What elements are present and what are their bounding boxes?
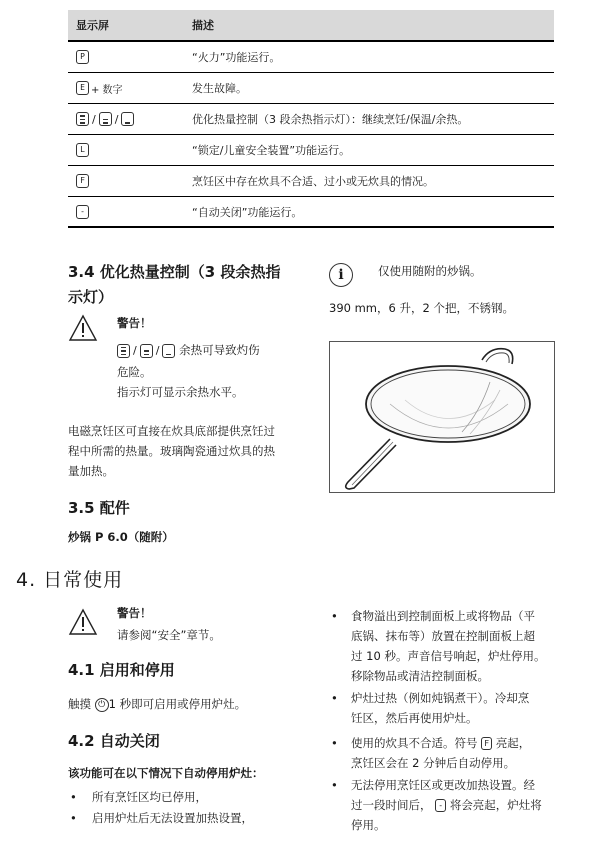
table-header: [68, 10, 554, 42]
table-row: [68, 73, 554, 104]
section-4-warning-text: 请参阅“安全”章节。: [117, 628, 221, 642]
info-text: 仅使用随附的炒锅。: [378, 264, 482, 278]
r-bullet-2-line-1: 炉灶过热（例如炖锅煮干）。冷却烹: [351, 691, 530, 705]
r-bullet-3-line-1: [351, 733, 530, 753]
table-row: [68, 166, 554, 197]
body-line-2: 程中所需的热量。玻璃陶瓷通过炊具的热: [68, 444, 275, 458]
r-bullet-1-line-3: 过 10 秒。声音信号响起，炉灶停用。: [351, 649, 546, 663]
warning-line-2: 危险。: [117, 365, 152, 379]
symbol-dash-icon: -: [435, 799, 446, 812]
section-4-title: 4. 日常使用: [16, 569, 124, 591]
section-4-2-title: 4.2 自动关闭: [68, 732, 160, 750]
r-bullet-4-line-3: 停用。: [351, 818, 386, 832]
section-4-2-subtitle: 该功能可在以下情况下自动停用炉灶：: [68, 766, 264, 780]
bullet-text: 启用炉灶后无法设置加热设置，: [92, 811, 253, 825]
symbol-dash-icon: -: [76, 205, 89, 219]
section-3-4-title-2: 示灯）: [68, 288, 114, 306]
wok-spec: 390 mm，6 升，2 个把，不锈钢。: [329, 301, 514, 315]
table-row: [68, 197, 554, 228]
row-desc: “自动关闭”功能运行。: [192, 205, 303, 219]
section-4-1-title: 4.1 启用和停用: [68, 661, 175, 679]
warning-line-1: / / 余热可导致灼伤: [117, 340, 260, 361]
warning-label: 警告！: [117, 316, 152, 330]
r-bullet-2-line-2: 饪区，然后再使用炉灶。: [351, 711, 478, 725]
three-bar-icon: [117, 344, 130, 358]
body-line-1: 电磁烹饪区可直接在炊具底部提供烹饪过: [68, 424, 275, 438]
r-bullet-3-line-2: 烹饪区会在 2 分钟后自动停用。: [351, 756, 516, 770]
b4-text-b: 将会亮起，炉灶将: [449, 798, 542, 812]
warning-text-1: 余热可导致灼伤: [179, 343, 260, 357]
warning-triangle-icon: [68, 314, 98, 342]
header-description: 描述: [192, 19, 214, 32]
row-desc: 发生故障。: [192, 82, 247, 95]
power-icon: ⏻: [95, 698, 109, 712]
r-bullet-1-line-2: 底锅、抹布等）放置在控制面板上超: [351, 629, 535, 643]
section-3-4-title-1: 3.4 优化热量控制（3 段余热指: [68, 263, 281, 281]
bullet-dot: •: [331, 736, 338, 750]
b3-text-b: 亮起，: [495, 736, 531, 750]
info-icon: i: [329, 263, 353, 287]
r-bullet-4-line-2: [351, 795, 542, 815]
section-4-warning-label: 警告！: [117, 606, 152, 620]
b3-text-a: 使用的炊具不合适。符号: [351, 736, 478, 750]
bullet-dot: •: [331, 778, 338, 792]
symbol-suffix: + 数字: [91, 84, 123, 96]
warning-triangle-icon: [68, 608, 98, 636]
row-desc: 烹饪区中存在炊具不合适、过小或无炊具的情况。: [192, 175, 434, 188]
two-bar-icon: [99, 112, 112, 126]
body-line-3: 量加热。: [68, 464, 114, 478]
r-bullet-4-line-1: 无法停用烹饪区或更改加热设置。经: [351, 778, 535, 792]
section-3-5-title: 3.5 配件: [68, 499, 130, 517]
touch-text: 1 秒即可启用或停用炉灶。: [108, 697, 247, 711]
two-bar-icon: [140, 344, 153, 358]
row-desc: 优化热量控制（3 段余热指示灯）：继续烹饪/保温/余热。: [192, 113, 469, 126]
row-desc: “锁定/儿童安全装置”功能运行。: [192, 144, 351, 157]
header-display: 显示屏: [76, 19, 109, 32]
b4-text-a: 过一段时间后，: [351, 798, 432, 812]
warning-line-3: 指示灯可显示余热水平。: [117, 385, 244, 399]
wok-illustration: [329, 341, 555, 493]
symbol-e-icon: E: [76, 81, 89, 95]
row-desc: “火力”功能运行。: [192, 51, 281, 64]
symbol-f-icon: F: [76, 174, 89, 188]
bullet-dot: •: [331, 691, 338, 705]
section-4-1-text: [68, 694, 246, 714]
touch-prefix: 触摸: [68, 697, 91, 711]
r-bullet-1-line-1: 食物溢出到控制面板上或将物品（平: [351, 609, 535, 623]
three-bar-icon: [76, 112, 89, 126]
symbol-f-icon: F: [481, 737, 492, 750]
one-bar-icon: [121, 112, 134, 126]
wok-icon: [330, 342, 554, 492]
table-row: [68, 42, 554, 73]
section-3-5-subtitle: 炒锅 P 6.0（随附）: [68, 530, 174, 544]
bullet-dot: •: [331, 609, 338, 623]
symbol-l-icon: L: [76, 143, 89, 157]
table-row: [68, 104, 554, 135]
one-bar-icon: [162, 344, 175, 358]
r-bullet-1-line-4: 移除物品或清洁控制面板。: [351, 669, 489, 683]
symbol-p-icon: P: [76, 50, 89, 64]
display-table: [68, 10, 554, 228]
bullet-text: 所有烹饪区均已停用，: [92, 790, 207, 804]
segment-symbols: / /: [68, 112, 190, 126]
table-row: [68, 135, 554, 166]
